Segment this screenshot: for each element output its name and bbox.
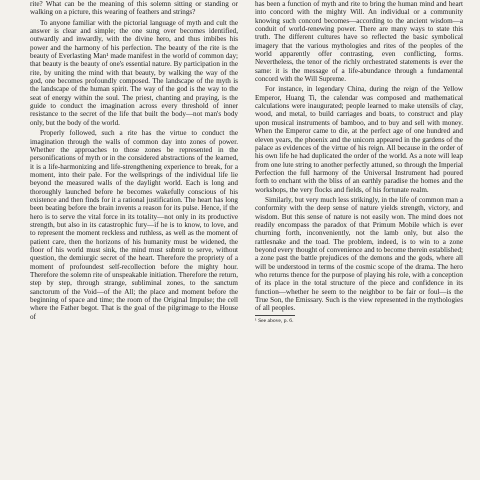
paragraph: Similarly, but very much less strikingly, in the life of common man a conformity with the deep sense of nature yields strength, victory, and wisdom. But this sense of nature is not easily won. The mind does not readily encompass the paradox of that Primum Mobile which is ever churning forth, inconveniently, not the lamb only, but also the rattlesnake and the toad. The problem, indeed, is to win to a zone beyond every thought of convenience and to become therein established; a zone past the battle prejudices of the demons and the gods, where all will be understood in terms of the cosmic scope of the drama. The hero who returns thence for the purpose of playing his role, with a conception of its place in the total structure of the piece and confidence in its function—whether he seem to the neighbor to be fair or foul—is the True Son, the Emissary. Such is the view represented in the mythologies of all peoples.: [255, 195, 463, 313]
paragraph: For instance, in legendary China, during the reign of the Yellow Emperor, Huang Ti, the calendar was composed and mathematical calculations were inaugurated; people learned to make utensils of clay, wood, and metal, to build carriages and boats, to construct and play upon musical instruments of bamboo, and to buy and sell with money. When the Emperor came to die, at the perfect age of one hundred and eleven years, the phoenix and the unicorn appeared in the gardens of the palace as evidences of the virtue of his reign. All because in the order of his own life he had duplicated the order of the world. As a note will leap from one lute string to another perfectly attuned, so through the Imperial Perfection the full harmony of the Universal Instrument had poured forth to enchant with the bliss of an earthly paradise the homes and the workshops, the very flocks and fields, of his fortunate realm.: [255, 85, 463, 194]
footnote: ¹ See above, p. 6.: [255, 315, 463, 325]
paragraph: To anyone familiar with the pictorial language of myth and cult the answer is clear and simple; the one sung over becomes identified, outwardly and inwardly, with the divine hero, and thus imbibes his power and the harmony of his perfection. The beauty of the rite is the beauty of Everlasting Man¹ made manifest in the world of common day; that beauty is the beauty of one's essential nature. By participation in the rite, by uniting the mind with that beauty, by walking the way of the god, one becomes profoundly composed. The landscape of the myth is the landscape of the human spirit. The way of the god is the way to the seat of energy within the soul. The priest, chanting and praying, is the guide to conduct the imagination across every threshold of inner resistance to the secret of the life that built the body—not man's body only, but the body of the world.: [30, 18, 238, 127]
right-text-column: [255, 0, 463, 325]
left-text-column: [30, 0, 238, 321]
paragraph: rite? What can be the meaning of this solemn sitting or standing or walking on a picture, this wearing of feathers and strings?: [30, 0, 238, 17]
paragraph: Properly followed, such a rite has the virtue to conduct the imagination through the walls of common day into zones of power. Whether the approaches to those zones be represented in the personifications of myth or in the considered abstractions of the learned, it is a life-harmonizing and life-strengthening experience to break, for a moment, into their pale. For the wellsprings of the individual life lie beyond the measured walls of the daylight world. Each is long and thoroughly launched before he becomes wakefully conscious of his existence and then finds for it a rational justification. The heart has long been beating before the brain invents a reason for its pulse. Hence, if the hero is to serve the vital force in its totality—not only in its productive strength, but also in its catastrophic fury—if he is to know, to love, and to represent the moment reckless and ruthless, as well as the moment of patient care, then the horizons of his humanity must be widened, the floor of his world must sink, the mind must submit to serve, without question, the demiurgic secret of the heart. Therefore the propriety of a moment of profoundest self-recollection before the mighty hour. Therefore the solemn rite of unspeakable initiation. Therefore the return, step by step, through strange, subliminal zones, to the sanctum sanctorum of the Void—of the All; the place and moment before the beginning of space and time; the room of the Original Impulse; the cell where the Father begot. That is the goal of the pilgrimage to the House of: [30, 129, 238, 321]
paragraph: has been a function of myth and rite to bring the human mind and heart into concord with the mighty Will. An individual or a community knowing such concord becomes—according to the ancient wisdom—a conduit of world-renewing power. There are many ways to state this truth. The different cultures have so reflected the basic symbolical imagery that the various mythologies and rites of the peoples of the world apparently offer contrasting, even conflicting, forms. Nevertheless, the tenor of the richly orchestrated statements is ever the same: it is the message of a life-abundance through a fundamental concord with the Will Supreme.: [255, 0, 463, 84]
